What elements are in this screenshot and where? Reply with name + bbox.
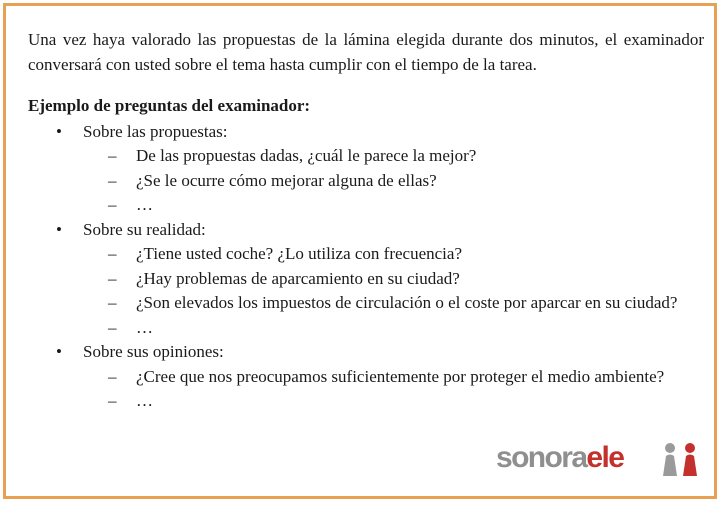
dash-icon: –	[108, 268, 117, 288]
question-text: ¿Hay problemas de aparcamiento en su ciudad?	[136, 268, 460, 288]
card-content	[28, 28, 704, 414]
question-list	[83, 144, 704, 218]
exam-card	[3, 3, 717, 499]
sonoraele-logo	[496, 439, 706, 479]
question-text: De las propuestas dadas, ¿cuál le parece la mejor?	[136, 146, 477, 165]
question-text: …	[136, 391, 153, 410]
question-item	[83, 365, 704, 390]
dash-icon: –	[108, 391, 117, 410]
topic-label: Sobre sus opiniones:	[83, 342, 224, 361]
topic-item	[28, 340, 704, 414]
logo-wordmark-sonora: sonora	[496, 441, 587, 474]
question-text: ¿Son elevados los impuestos de circulación o el coste por aparcar en su ciudad?	[136, 293, 678, 312]
bullet-icon: •	[56, 342, 62, 361]
question-item	[83, 242, 704, 267]
dash-icon: –	[108, 317, 117, 337]
dash-icon: –	[108, 244, 117, 263]
question-text: ¿Tiene usted coche? ¿Lo utiliza con frecuencia?	[136, 244, 462, 263]
intro-paragraph: Una vez haya valorado las propuestas de la lámina elegida durante dos minutos, el examinador conversará con usted sobre el tema hasta cumplir con el tiempo de la tarea.	[28, 30, 704, 74]
dash-icon: –	[108, 146, 117, 165]
question-text: …	[136, 317, 153, 337]
question-list	[83, 365, 704, 414]
dash-icon: –	[108, 293, 117, 312]
question-item	[83, 291, 704, 316]
topic-label: Sobre las propuestas:	[83, 121, 228, 141]
two-people-icon	[659, 442, 703, 478]
dash-icon: –	[108, 366, 117, 386]
question-text: …	[136, 195, 153, 214]
bullet-icon: •	[56, 219, 62, 239]
bullet-icon: •	[56, 121, 62, 141]
topic-item	[28, 218, 704, 341]
logo-wordmark	[496, 439, 623, 477]
dash-icon: –	[108, 195, 117, 214]
dash-icon: –	[108, 170, 117, 190]
question-text: ¿Cree que nos preocupamos suficientemente por proteger el medio ambiente?	[136, 366, 665, 386]
logo-wordmark-ele: ele	[586, 441, 624, 474]
question-item	[83, 144, 704, 169]
question-list	[83, 242, 704, 340]
topic-item	[28, 120, 704, 218]
topic-list	[28, 120, 704, 414]
questions-heading: Ejemplo de preguntas del examinador:	[28, 96, 311, 115]
question-item	[83, 389, 704, 414]
question-item	[83, 193, 704, 218]
question-item	[83, 316, 704, 341]
topic-label: Sobre su realidad:	[83, 219, 206, 239]
question-item	[83, 267, 704, 292]
question-item	[83, 169, 704, 194]
question-text: ¿Se le ocurre cómo mejorar alguna de ellas?	[136, 170, 437, 190]
